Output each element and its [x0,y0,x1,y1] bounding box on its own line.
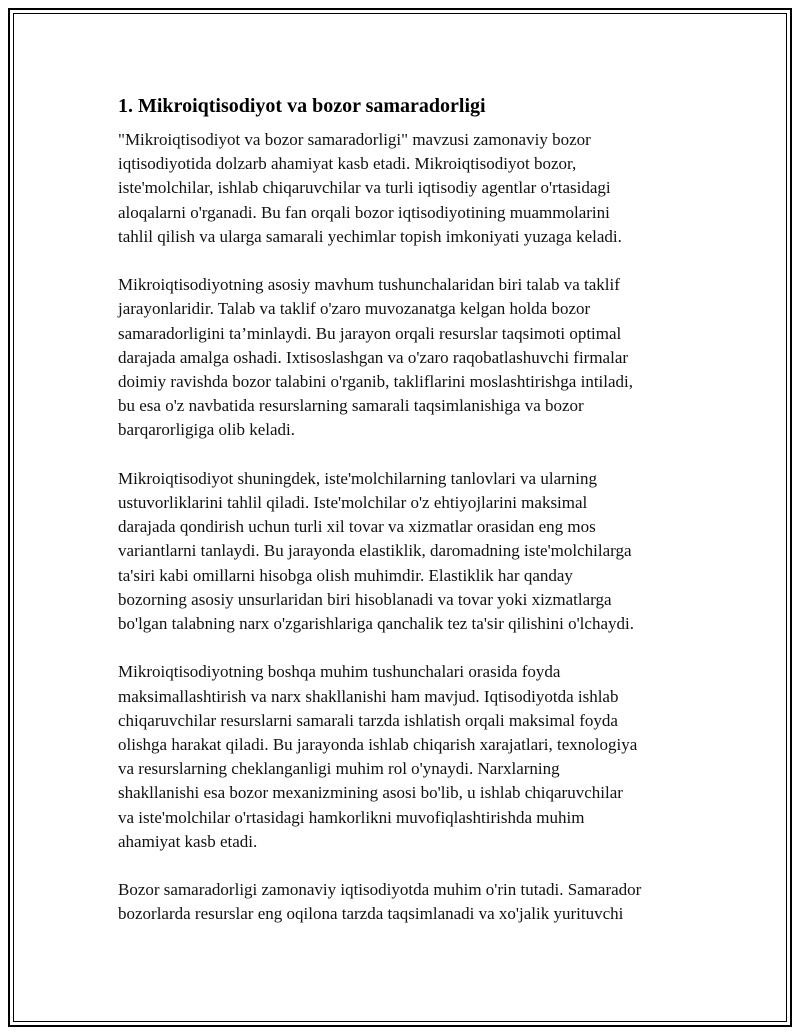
text-line: maksimallashtirish va narx shakllanishi ham mavjud. Iqtisodiyotda ishlab [118,686,619,706]
text-line: doimiy ravishda bozor talabini o'rganib, takliflarini moslashtirishga intiladi, [118,372,634,392]
text-line: bozorning asosiy unsurlaridan biri hisoblanadi va tovar yoki xizmatlarga [118,589,612,609]
text-line: shakllanishi esa bozor mexanizmining asosi bo'lib, u ishlab chiqaruvchilar [118,783,623,803]
text-line: chiqaruvchilar resurslarni samarali tarzda ishlatish orqali maksimal foyda [118,710,618,730]
text-line: iste'molchilar, ishlab chiqaruvchilar va turli iqtisodiy agentlar o'rtasidagi [118,178,611,198]
paragraph-2 [118,273,698,442]
paragraph-1 [118,128,698,249]
text-line: olishga harakat qiladi. Bu jarayonda ishlab chiqarish xarajatlari, texnologiya [118,735,638,755]
text-line: va resurslarning cheklanganligi muhim rol o'ynaydi. Narxlarning [118,759,560,779]
paragraph-4 [118,660,698,854]
text-line: darajada amalga oshadi. Ixtisoslashgan va o'zaro raqobatlashuvchi firmalar [118,347,629,367]
text-line: ahamiyat kasb etadi. [118,831,258,851]
text-line: ta'siri kabi omillarni hisobga olish muhimdir. Elastiklik har qanday [118,565,573,585]
text-line: va iste'molchilar o'rtasidagi hamkorlikni muvofiqlashtirishda muhim [118,807,585,827]
document-content [118,92,698,951]
text-line: jarayonlaridir. Talab va taklif o'zaro muvozanatga kelgan holda bozor [118,299,591,319]
text-line: variantlarni tanlaydi. Bu jarayonda elastiklik, daromadning iste'molchilarga [118,541,632,561]
text-line: darajada qondirish uchun turli xil tovar va xizmatlar orasidan eng mos [118,517,596,537]
text-line: Mikroiqtisodiyot shuningdek, iste'molchilarning tanlovlari va ularning [118,468,597,488]
text-line: Mikroiqtisodiyotning boshqa muhim tushunchalari orasida foyda [118,662,561,682]
text-line: samaradorligini ta’minlaydi. Bu jarayon orqali resurslar taqsimoti optimal [118,323,622,343]
section-heading: 1. Mikroiqtisodiyot va bozor samaradorligi [118,95,486,117]
text-line: barqarorligiga olib keladi. [118,420,296,440]
paragraph-3 [118,467,698,636]
text-line: bo'lgan talabning narx o'zgarishlariga qanchalik tez ta'sir qilishini o'lchaydi. [118,614,634,634]
text-line: tahlil qilish va ularga samarali yechimlar topish imkoniyati yuzaga keladi. [118,226,622,246]
text-line: iqtisodiyotida dolzarb ahamiyat kasb etadi. Mikroiqtisodiyot bozor, [118,154,577,174]
paragraph-5 [118,878,698,926]
text-line: aloqalarni o'rganadi. Bu fan orqali bozor iqtisodiyotining muammolarini [118,202,610,222]
text-line: "Mikroiqtisodiyot va bozor samaradorligi" mavzusi zamonaviy bozor [118,130,591,149]
text-line: Bozor samaradorligi zamonaviy iqtisodiyotda muhim o'rin tutadi. Samarador [118,880,642,900]
text-line: bozorlarda resurslar eng oqilona tarzda taqsimlanadi va xo'jalik yurituvchi [118,904,624,924]
text-line: ustuvorliklarini tahlil qiladi. Iste'molchilar o'z ehtiyojlarini maksimal [118,493,588,513]
text-line: bu esa o'z navbatida resurslarning samarali taqsimlanishiga va bozor [118,396,584,416]
text-line: Mikroiqtisodiyotning asosiy mavhum tushunchalaridan biri talab va taklif [118,275,620,295]
